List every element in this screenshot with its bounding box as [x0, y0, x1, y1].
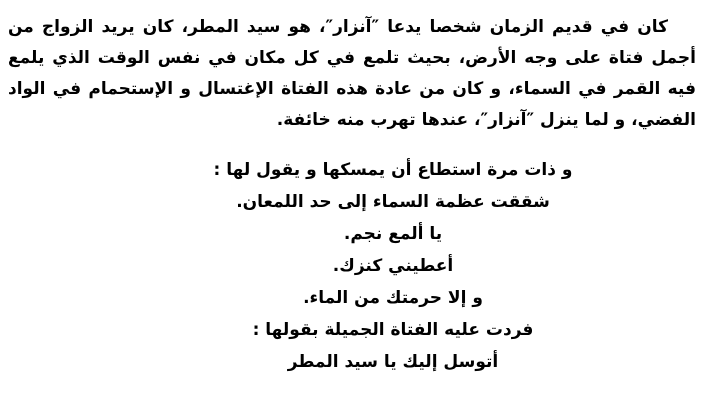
paragraph-line-4: الفضي، و لما ينزل ″آنزار″، عندها تهرب منه خائفة. [276, 110, 696, 130]
paragraph-line-1: كان في قديم الزمان شخصا يدعا ″آنزار″، هو سيد المطر، كان يريد الزواج من [8, 17, 668, 37]
dialogue-line-1: و ذات مرة استطاع أن يمسكها و يقول لها : [213, 160, 573, 180]
story-paragraph [8, 12, 696, 136]
dialogue-line-3: يا ألمع نجم. [343, 224, 443, 244]
paragraph-line-2: أجمل فتاة على وجه الأرض، بحيث تلمع في كل مكان في نفس الوقت الذي يلمع [8, 48, 696, 68]
dialogue-line-4: أعطيني كنزك. [332, 256, 454, 276]
dialogue-block [90, 154, 696, 378]
dialogue-line-6: فردت عليه الفتاة الجميلة بقولها : [252, 320, 534, 340]
dialogue-line-2: شققت عظمة السماء إلى حد اللمعان. [236, 192, 550, 212]
dialogue-line-5: و إلا حرمتك من الماء. [303, 288, 483, 308]
dialogue-line-7: أتوسل إليك يا سيد المطر [287, 352, 499, 372]
paragraph-line-3: فيه القمر في السماء، و كان من عادة هذه الفتاة الإغتسال و الإستحمام في الواد [8, 79, 696, 99]
